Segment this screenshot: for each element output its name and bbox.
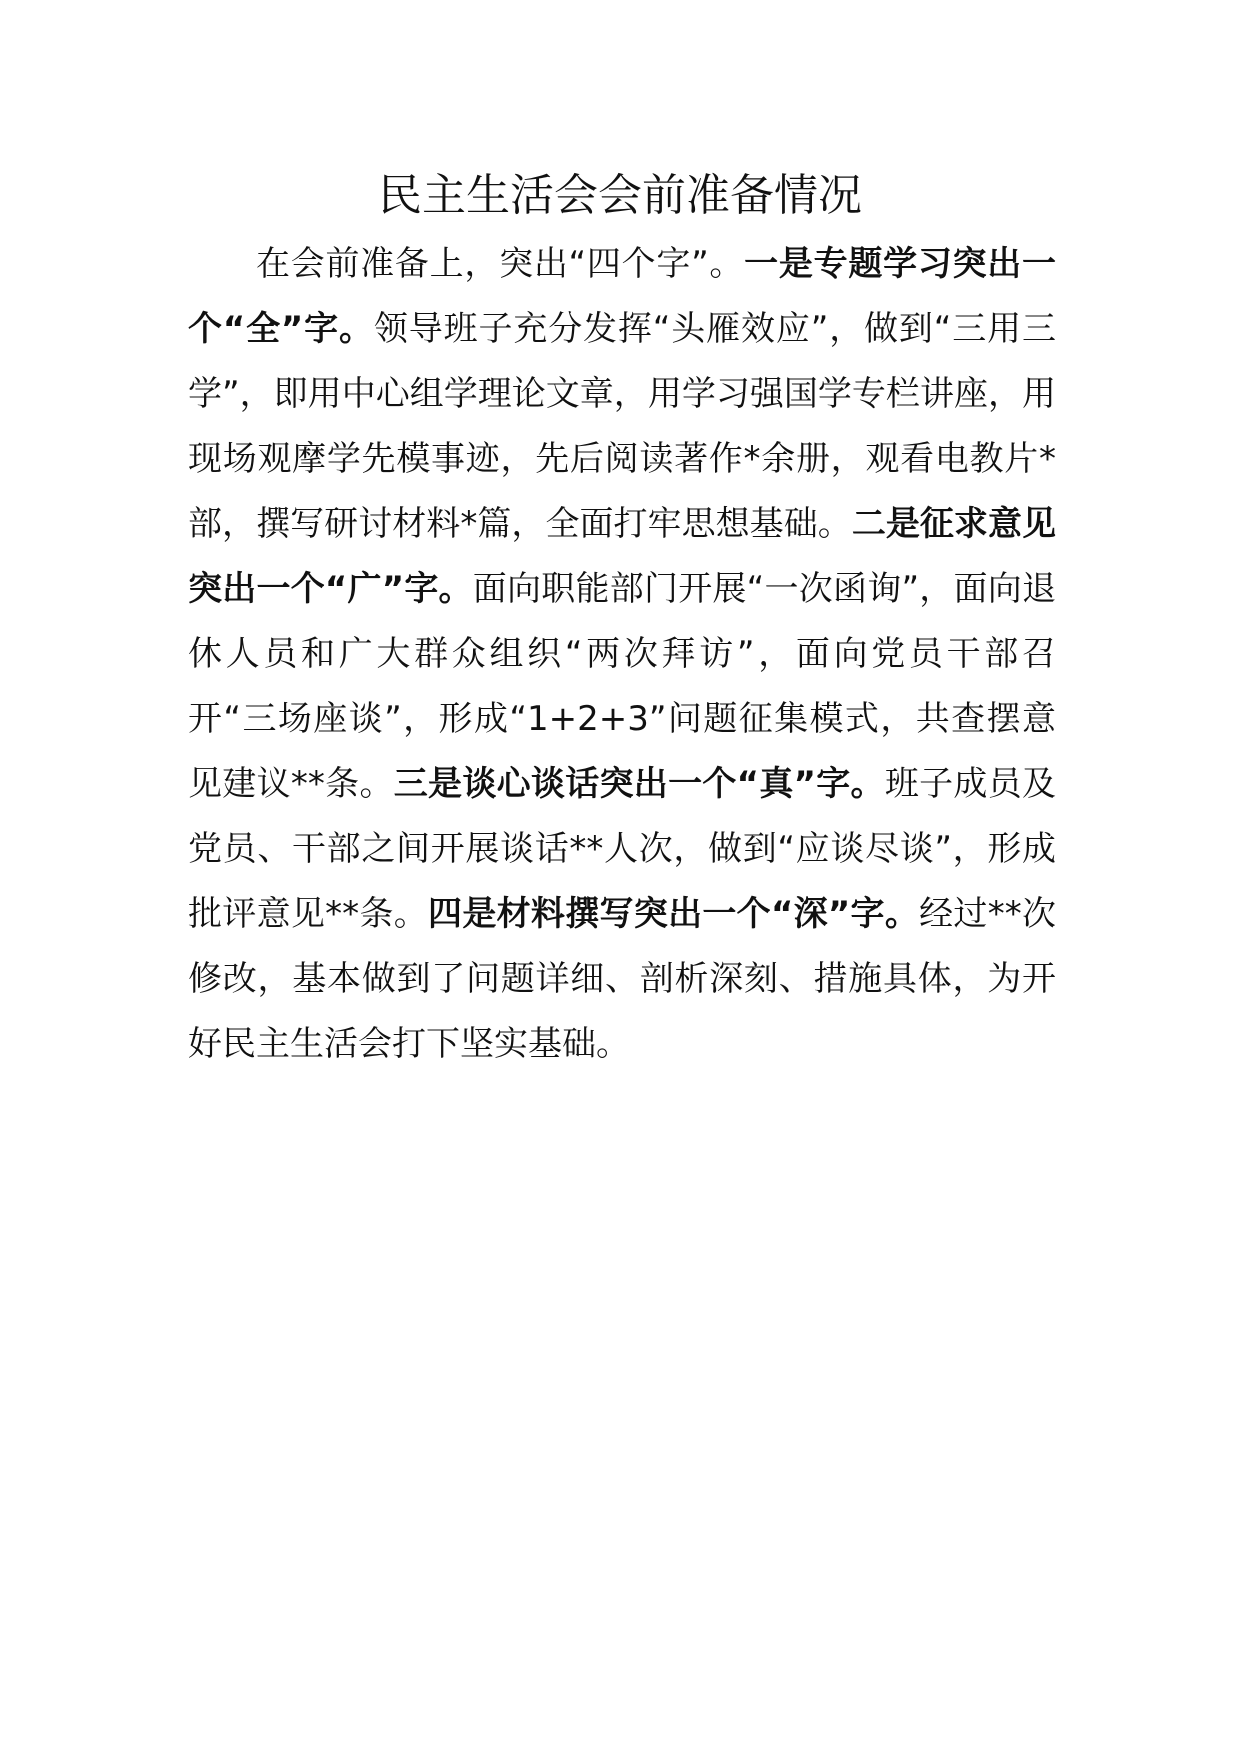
point-3-text: 班子成员及党员、干部之间开展谈话**人次，做到“应谈尽谈”，形成批评意见**条。: [188, 764, 1057, 934]
point-3-heading: 三是谈心谈话突出一个“真”字。: [393, 764, 885, 804]
intro-text: 在会前准备上，突出“四个字”。: [256, 244, 745, 284]
page-title: 民主生活会会前准备情况: [378, 170, 862, 221]
point-2-text: 面向职能部门开展“一次函询”，面向退休人员和广大群众组织“两次拜访”，面向党员干部召开“三场座谈”，形成“1+2+3”问题征集模式，共查摆意见建议**条。: [188, 569, 1056, 804]
point-2-heading: 二是征求意见突出一个“广”字。: [188, 504, 1057, 609]
point-4-text: 经过**次修改，基本做到了问题详细、剖析深刻、措施具体，为开好民主生活会打下坚实基础。: [188, 894, 1057, 1064]
body-paragraph: [188, 232, 1056, 1077]
point-1-heading: 一是专题学习突出一个“全”字。: [188, 244, 1057, 349]
point-4-heading: 四是材料撰写突出一个“深”字。: [428, 894, 920, 934]
point-1-text: 领导班子充分发挥“头雁效应”，做到“三用三学”，即用中心组学理论文章，用学习强国学专栏讲座，用现场观摩学先模事迹，先后阅读著作*余册，观看电教片*部，撰写研讨材料*篇，全面打牢思想基础。: [188, 309, 1056, 544]
